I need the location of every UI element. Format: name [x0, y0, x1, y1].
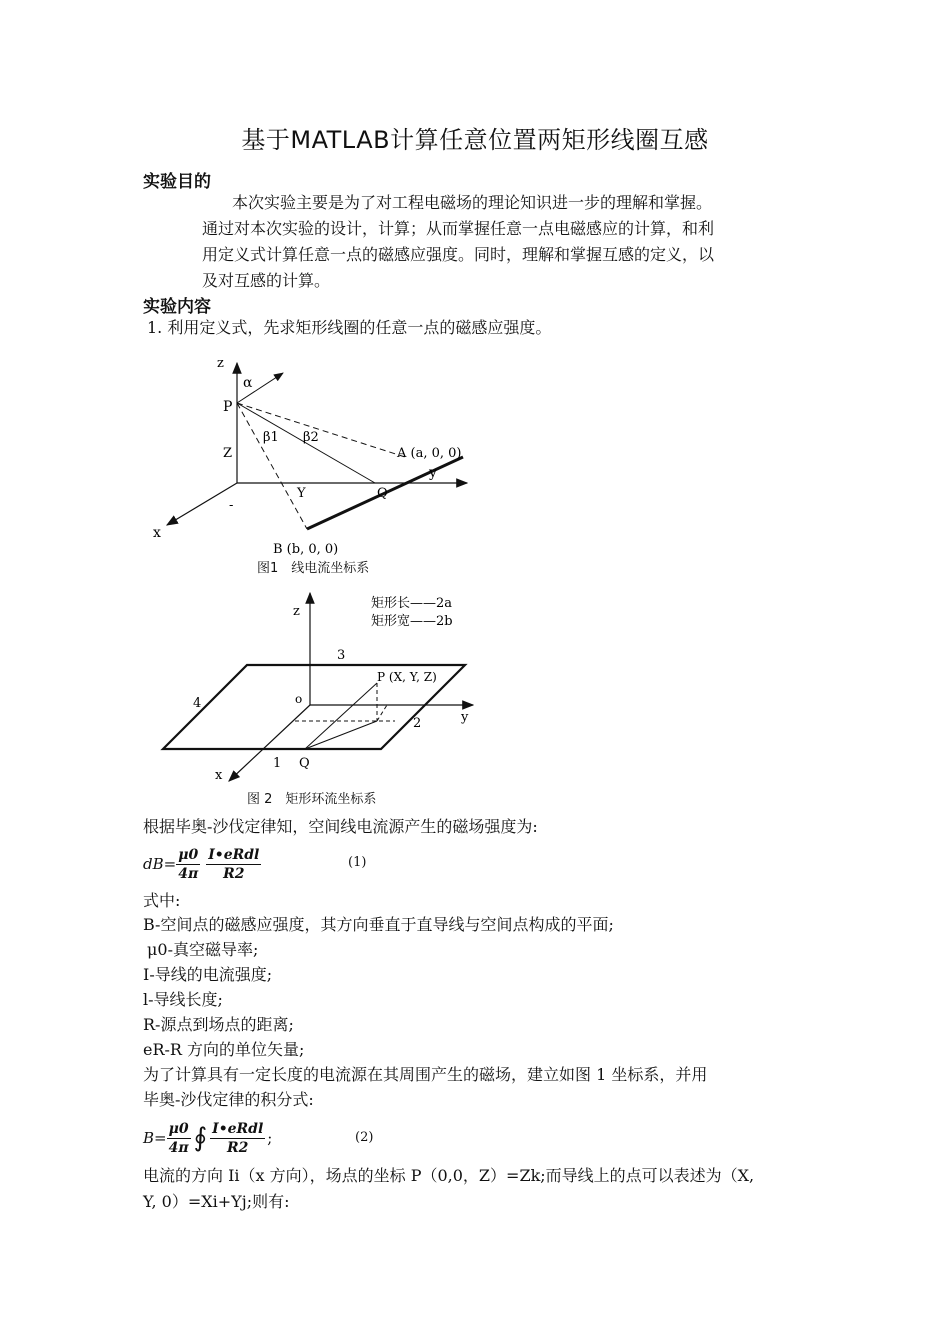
fig2-label-z: z: [293, 604, 300, 619]
fig2-label-4: 4: [193, 696, 202, 711]
fig2-label-Q: Q: [299, 756, 310, 771]
fig2-label-1: 1: [273, 756, 282, 771]
fig1-label-dash: -: [229, 498, 234, 513]
fig1-label-Z: Z: [223, 446, 233, 461]
figure-1-diagram: [145, 345, 485, 585]
figure-2-diagram: [155, 585, 495, 785]
def-line-5: l-导线长度;: [143, 990, 223, 1009]
line-Q-proj: [305, 721, 377, 749]
def-line-7: eR-R 方向的单位矢量;: [143, 1040, 305, 1059]
fig1-label-Y: Y: [297, 486, 306, 501]
eq2-integral: ∮: [193, 1123, 208, 1153]
fig2-label-y: y: [461, 710, 469, 725]
x-axis: [167, 483, 237, 525]
eq1-lhs: dB=: [143, 855, 177, 873]
fig1-label-x: x: [153, 525, 161, 541]
purpose-line-2: 通过对本次实验的设计，计算；从而掌握任意一点电磁感应的计算，和利: [202, 219, 715, 238]
figure-1-caption: 图1 线电流坐标系: [257, 561, 370, 576]
fig2-label-2: 2: [413, 716, 422, 731]
line-Q-P: [305, 683, 377, 749]
eq2-lhs: B=: [143, 1129, 167, 1147]
eq1-tag: (1): [348, 855, 367, 870]
final-line-2: Y, 0）=Xi+Yj;则有:: [143, 1192, 290, 1211]
fig2-label-len: 矩形长——2a: [371, 596, 453, 611]
paragraph-law: 根据毕奥-沙伐定律知，空间线电流源产生的磁场强度为:: [143, 817, 538, 836]
section-heading-purpose: 实验目的: [143, 172, 211, 192]
eq1-fraction-main: $\frac{\text{I•eRdl}}{R2}$: [208, 846, 260, 882]
fig1-label-alpha: α: [243, 375, 253, 391]
purpose-line-1: 本次实验主要是为了对工程电磁场的理论知识进一步的理解和掌握。: [232, 193, 713, 212]
section-heading-content: 实验内容: [143, 297, 211, 317]
fig2-label-o: o: [295, 692, 303, 706]
fig1-label-y: y: [429, 465, 437, 481]
eq2-fraction-main: $\frac{\text{I•eRdl}}{R2}$: [212, 1120, 264, 1156]
purpose-line-4: 及对互感的计算。: [202, 271, 331, 290]
eq2-fraction-mu: $\frac{\mu 0}{4\pi}$: [168, 1120, 189, 1156]
build-line-2: 毕奥-沙伐定律的积分式:: [143, 1090, 314, 1109]
fig2-label-P: P (X, Y, Z): [377, 670, 437, 684]
document-title: 基于MATLAB计算任意位置两矩形线圈互感: [241, 126, 709, 154]
def-line-3: μ0-真空磁导率;: [147, 940, 259, 959]
eq2-semicolon: ;: [267, 1129, 273, 1147]
build-line-1: 为了计算具有一定长度的电流源在其周围产生的磁场，建立如图 1 坐标系，并用: [143, 1065, 708, 1084]
fig1-label-beta2: β2: [303, 430, 319, 445]
eq2-tag: (2): [355, 1130, 374, 1145]
content-item-1: 1. 利用定义式，先求矩形线圈的任意一点的磁感应强度。: [147, 318, 552, 337]
dash-line-2: [377, 705, 387, 721]
fig2-label-3: 3: [337, 648, 346, 663]
def-line-4: I-导线的电流强度;: [143, 965, 273, 984]
def-line-1: 式中:: [143, 891, 181, 910]
fig1-label-beta1: β1: [263, 430, 279, 445]
fig1-label-Q: Q: [377, 486, 388, 501]
equation-1: [143, 842, 261, 886]
fig2-label-x: x: [215, 768, 223, 783]
final-line-1: 电流的方向 Ii（x 方向），场点的坐标 P（0,0，Z）=Zk;而导线上的点可以表述为（X,: [143, 1166, 755, 1185]
eq1-fraction-mu: $\frac{\mu 0}{4\pi}$: [178, 846, 199, 882]
x-axis: [229, 705, 310, 781]
purpose-line-3: 用定义式计算任意一点的磁感应强度。同时，理解和掌握互感的定义，以: [202, 245, 715, 264]
fig1-label-P: P: [223, 399, 233, 415]
figure-2-caption: 图 2 矩形环流坐标系: [247, 792, 377, 807]
fig2-label-wid: 矩形宽——2b: [371, 614, 453, 629]
fig1-label-A: A (a, 0, 0): [397, 446, 462, 461]
fig1-label-B: B (b, 0, 0): [273, 542, 339, 557]
def-line-2: B-空间点的磁感应强度，其方向垂直于直导线与空间点构成的平面;: [143, 915, 614, 934]
def-line-6: R-源点到场点的距离;: [143, 1015, 294, 1034]
fig1-label-z: z: [217, 356, 224, 371]
equation-2: [143, 1115, 272, 1161]
